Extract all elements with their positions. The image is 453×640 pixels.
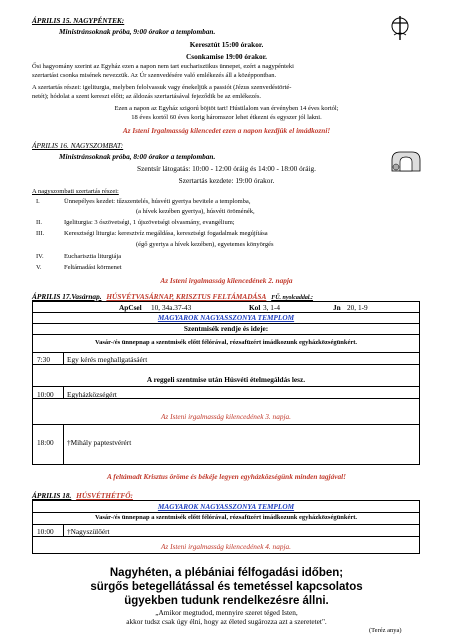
easter-date: ÁPRILIS 17.Vasárnap. — [32, 292, 102, 301]
fasting-line: Ezen a napon az Egyház szigorú böjtöt tart! Hústilalom van érvényben 14 éves kortól; — [114, 105, 339, 112]
novena-note: Az Isteni Irgalmasság kilencedet ezen a napon kezdjük el imádkozni! — [122, 126, 331, 135]
quote-author: (Teréz anya) — [369, 627, 402, 634]
easter-title: HÚSVÉTVASÁRNAP, KRISZTUS FELTÁMADÁSA — [106, 292, 267, 301]
tomb-visit-hours: Szentsír látogatás: 10:00 - 12:00 óráig és 14:00 - 18:00 óráig. — [137, 164, 316, 173]
vigil-start: Szertartás kezdete: 19:00 órakor. — [178, 176, 275, 185]
office-hours-notice: ügyekben tudunk rendelkezésre állni. — [124, 595, 329, 607]
office-hours-notice: Nagyhéten, a plébániai félfogadási időben; — [109, 567, 344, 579]
parts-title: A nagyszombati szertartás részei: — [32, 188, 119, 195]
reading-label: Jn — [333, 303, 341, 312]
mass-intention: Egyházközségért — [67, 390, 117, 399]
novena-note-2: Az Isteni irgalmasság kilencedének 2. napja — [160, 276, 293, 285]
part-text: (égő gyertya a hívek kezében), egyetemes könyörgés — [136, 241, 274, 248]
part-text: Feltámadási körmenet — [64, 264, 122, 271]
part-text: (a hívek kezében gyertya), húsvéti öröménék, — [136, 208, 255, 215]
mass-time: 18:00 — [37, 438, 54, 447]
part-text: Keresztségi liturgia: keresztvíz megáldása, keresztségi fogadalmak megújítása — [64, 230, 268, 237]
good-friday-title: ÁPRILIS 15. NAGYPÉNTEK: — [32, 16, 125, 25]
cross-logo-icon — [389, 15, 411, 41]
reading-ref: 10, 34a.37-43 — [151, 303, 192, 312]
easter-octave: FŰ. nyolcaddal.: — [271, 295, 314, 301]
church-name: MAGYAROK NAGYASSZONYA TEMPLOM — [157, 313, 295, 322]
part-text: Ünnepélyes kezdet: tűzszentelés, húsvéti gyertya bevitele a templomba, — [64, 198, 251, 205]
mass-time: 10:00 — [37, 390, 54, 399]
part-num: IV. — [36, 253, 44, 260]
part-num: I. — [36, 198, 40, 205]
reading-label: ApCsel — [119, 303, 142, 312]
paragraph-line: szertartást csonka misének nevezzük. Az Úr szenvedésére való emlékezés áll a középpontban. — [32, 72, 277, 79]
part-num: III. — [36, 230, 45, 237]
stations-of-cross: Keresztút 15:00 órakor. — [189, 40, 264, 49]
reading-label: Kol — [249, 303, 261, 312]
part-num: V. — [36, 264, 42, 271]
good-friday-liturgy: Csonkamise 19:00 órakor. — [185, 52, 267, 61]
paragraph-line: Ősi hagyomány szerint az Egyház ezen a napon nem tart eucharisztikus ünnepet, ezért a nagypénteki — [32, 63, 294, 70]
novena-note-3: Az Isteni irgalmasság kilencedének 3. napja. — [160, 412, 292, 421]
office-hours-notice: sürgős betegellátással és temetéssel kapcsolatos — [90, 581, 363, 593]
quote-line: „Amikor megtudod, mennyire szeret téged Isten, — [155, 608, 298, 617]
mass-time: 10:00 — [37, 527, 54, 536]
paragraph-line: netét); hódolat a szent kereszt előtt; az áldozás szertartásával fejeződik be az emlékezés. — [32, 93, 262, 100]
rosary-note: Vasár-/és ünnepnap a szentmisék előtt félórával, rózsafüzért imádkozunk egyházközségünkért. — [94, 339, 358, 346]
paragraph-line: A szertartás részei: igeliturgia, melyben felolvassuk vagy énekeljük a passiót (Jézus szenvedéstörté- — [32, 84, 292, 91]
altar-boys-rehearsal-2: Ministránsoknak próba, 8:00 órakor a templomban. — [59, 152, 216, 161]
easter-greeting: A feltámadt Krisztus öröme és békéje legyen egyházközségünk minden tagjával! — [107, 472, 346, 481]
monday-title: HÚSVÉTHÉTFŐ: — [76, 491, 133, 500]
monday-schedule-table — [32, 500, 420, 554]
quote-line: akkor tudsz csak úgy élni, hogy az életed sugározza azt a szeretetet". — [126, 617, 327, 626]
mass-intention: †Mihály paptestvérért — [67, 438, 132, 447]
food-blessing-note: A reggeli szentmise után Húsvéti ételmegáldás lesz. — [146, 375, 306, 384]
easter-schedule-table — [32, 301, 420, 465]
rosary-note-2: Vasár-/és ünnepnap a szentmisék előtt félórával, rózsafüzért imádkozunk egyházközségünkért. — [94, 514, 358, 521]
fasting-line: 18 éves kortól 60 éves korig háromszor lehet étkezni és egyszer jól lakni. — [131, 114, 322, 121]
easter-monday-header — [32, 491, 133, 500]
reading-ref: 20, 1-9 — [347, 303, 368, 312]
novena-note-4: Az Isteni irgalmasság kilencedének 4. napja. — [160, 542, 292, 551]
mass-intention: †Nagyszülőért — [67, 527, 110, 536]
monday-date: ÁPRILIS 18. — [32, 491, 72, 500]
church-name-2: MAGYAROK NAGYASSZONYA TEMPLOM — [157, 502, 295, 511]
holy-saturday-title: ÁPRILIS 16. NAGYSZOMBAT: — [32, 141, 124, 150]
mass-intention: Egy kérés meghallgatásáért — [67, 355, 148, 364]
altar-boys-rehearsal: Ministránsoknak próba, 9:00 órakor a templomban. — [59, 27, 216, 36]
mass-time: 7:30 — [37, 355, 50, 364]
part-text: Igeliturgia: 3 ószövetségi, 1 újszövetségi olvasmány, evangélium; — [64, 219, 235, 226]
part-text: Eucharisztia liturgiája — [64, 253, 122, 260]
mass-schedule-header: Szentmisék rendje és ideje: — [183, 324, 269, 333]
reading-ref: 3, 1-4 — [263, 303, 281, 312]
part-num: II. — [36, 219, 42, 226]
